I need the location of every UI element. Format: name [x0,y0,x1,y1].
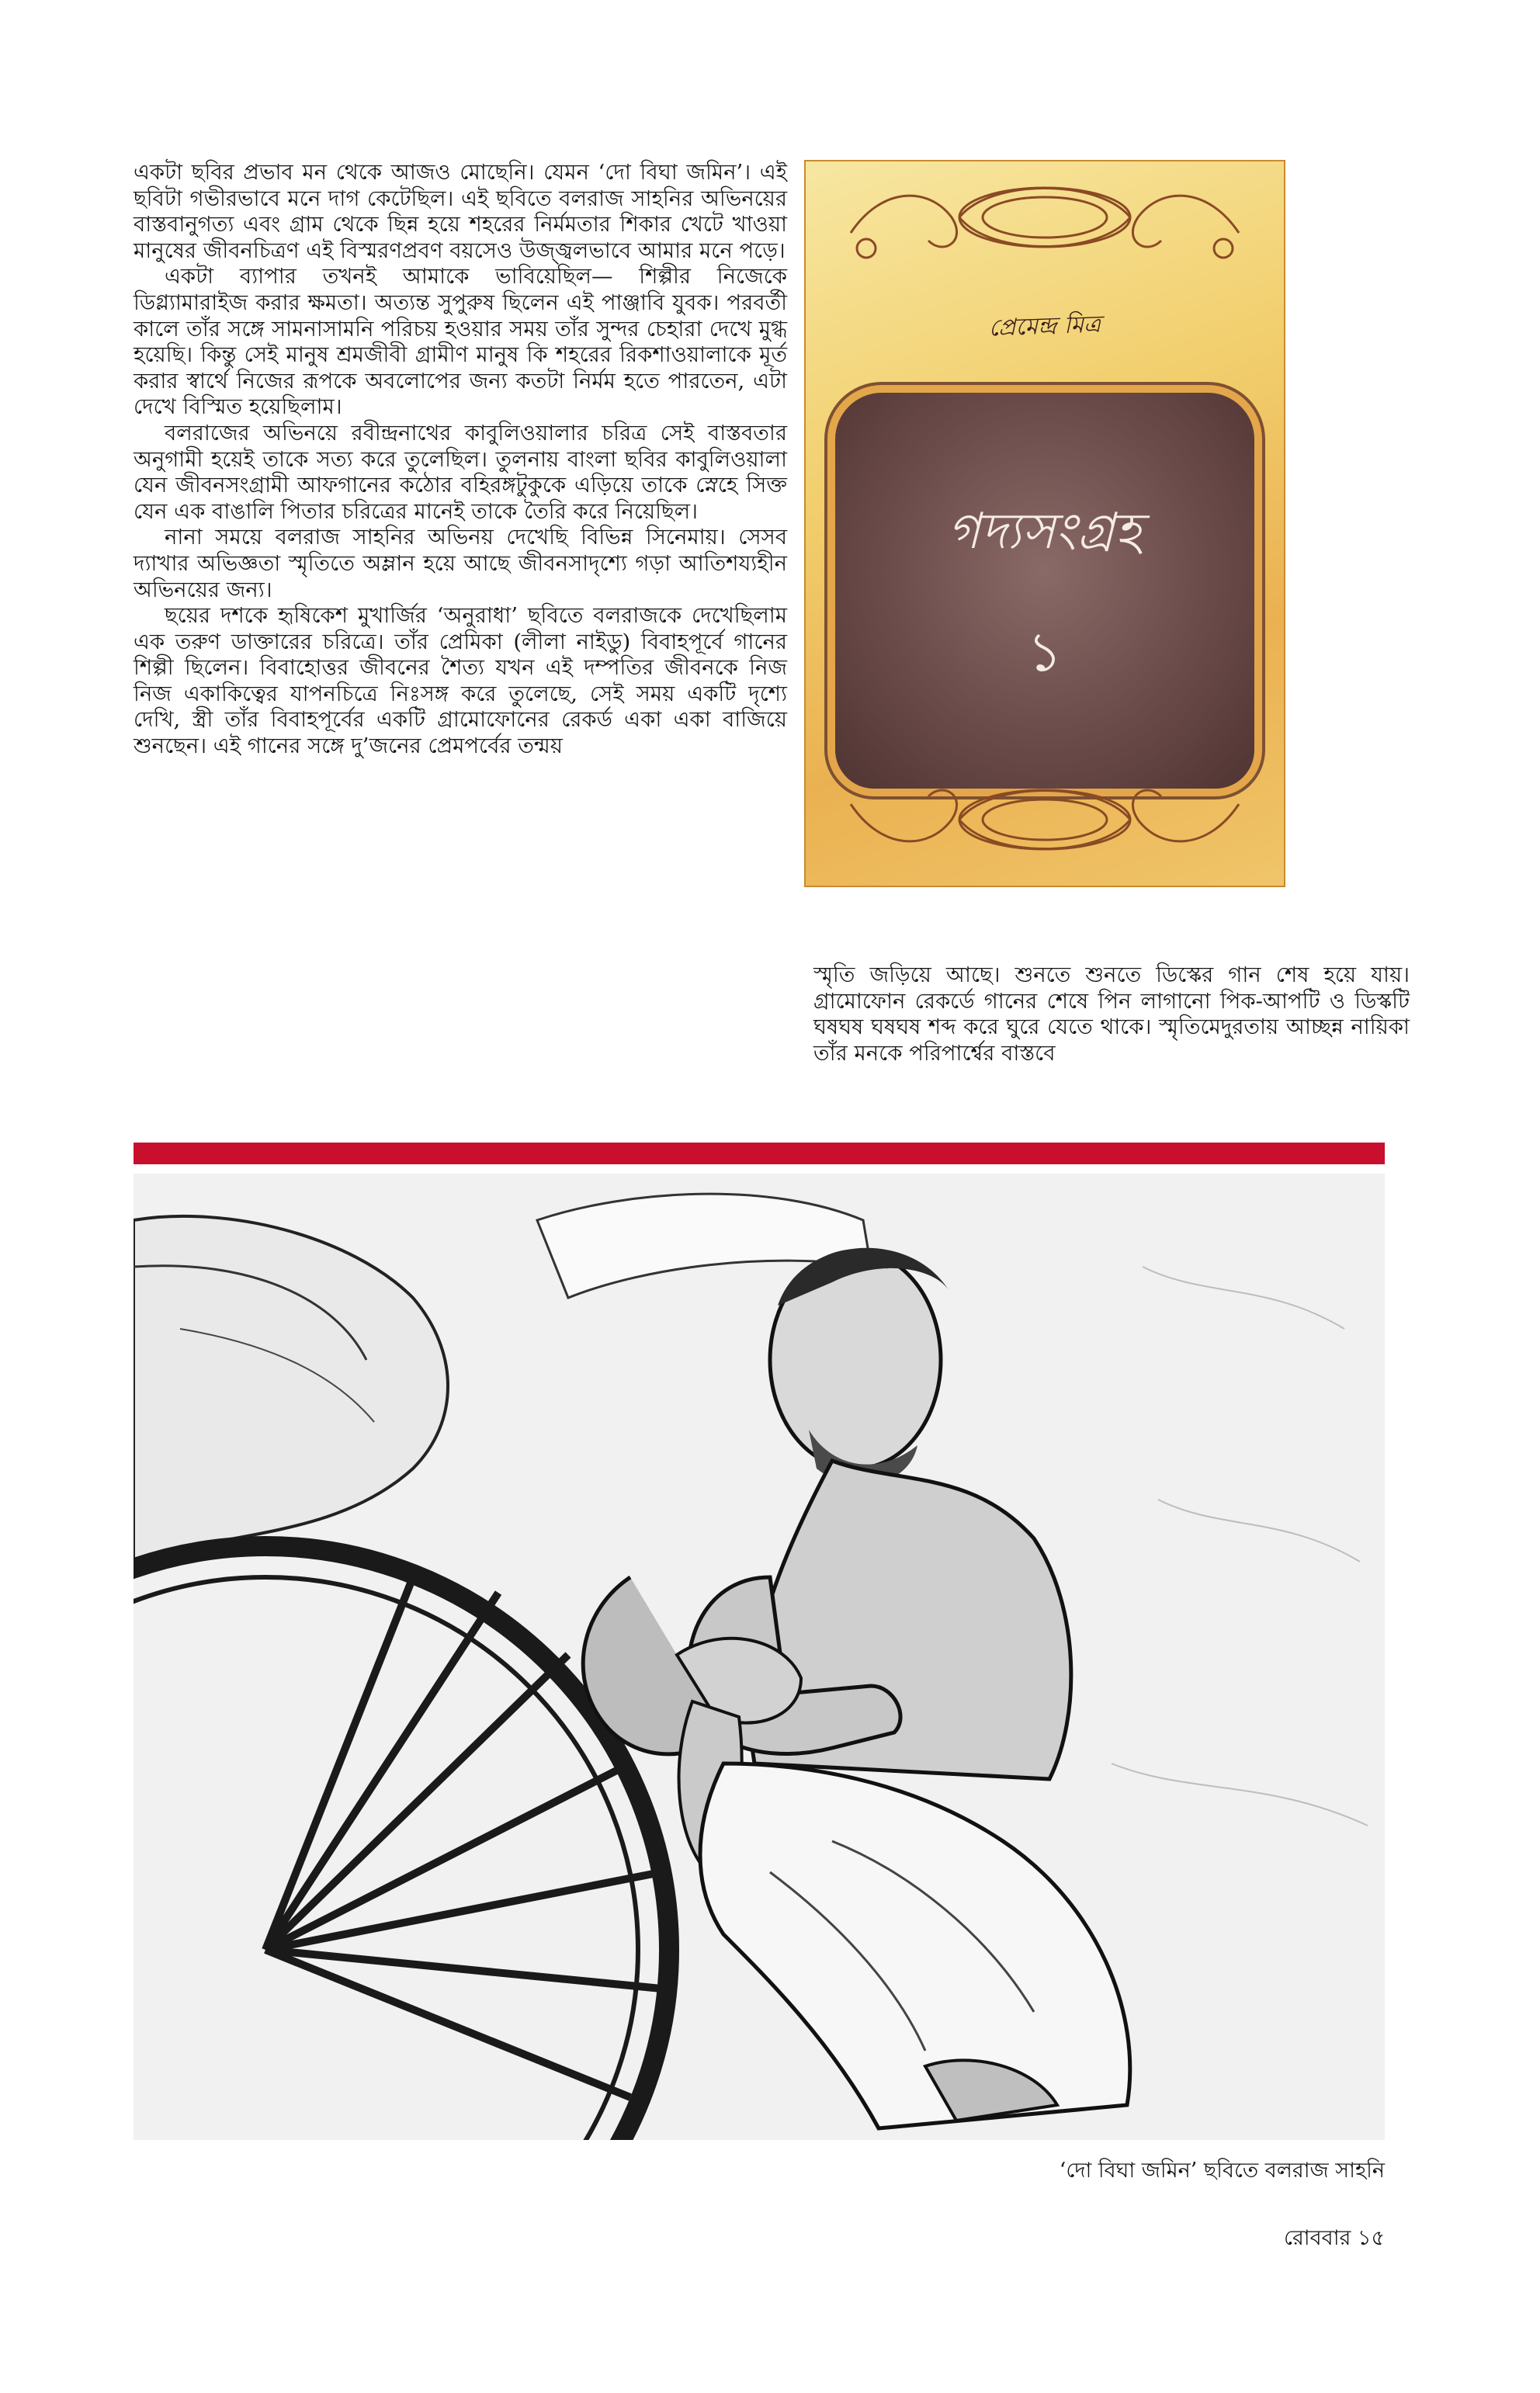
book-title-panel [835,393,1254,789]
book-cover-image [804,160,1285,887]
article-paragraph: বলরাজের অভিনয়ে রবীন্দ্রনাথের কাবুলিওয়ালার চরিত্র সেই বাস্তবতার অনুগামী হয়েই তাকে সত্য করে তুলেছিল। তুলনায় বাংলা ছবির কাবুলিওয়ালা যেন জীবনসংগ্রামী আফগানের কঠোর বহিরঙ্গটুকুকে এড়িয়ে তাকে স্নেহে সিক্ত যেন এক বাঙালি পিতার চরিত্রের মানেই তাকে তৈরি করে নিয়েছিল। [134,420,787,524]
photo-caption: ‘দো বিঘা জমিন’ ছবিতে বলরাজ সাহনি [1059,2159,1385,2183]
article-right-column [813,962,1410,1066]
page-footer-label: রোববার ১৫ [1284,2226,1385,2250]
book-volume: ১ [1027,620,1063,684]
article-paragraph: নানা সময়ে বলরাজ সাহনির অভিনয় দেখেছি বিভিন্ন সিনেমায়। সেসব দ্যাখার অভিজ্ঞতা স্মৃতিতে অম্লান হয়ে আছে জীবনসাদৃশ্যে গড়া আতিশয্যহীন অভিনয়ের জন্য। [134,525,787,602]
article-paragraph: ছয়ের দশকে হৃষিকেশ মুখার্জির ‘অনুরাধা’ ছবিতে বলরাজকে দেখেছিলাম এক তরুণ ডাক্তারের চরিত্রে। তাঁর প্রেমিকা (লীলা নাইডু) বিবাহপূর্বে গানের শিল্পী ছিলেন। বিবাহোত্তর জীবনের শৈত্য যখন এই দম্পতির জীবনকে নিজ নিজ একাকিত্বের যাপনচিত্রে নিঃসঙ্গ করে তুলেছে, সেই সময় একটি দৃশ্যে দেখি, স্ত্রী তাঁর বিবাহপূর্বের একটি গ্রামোফোনের রেকর্ড একা একা বাজিয়ে শুনছেন। এই গানের সঙ্গে দু’জনের প্রেমপর্বের তন্ময় [134,603,787,759]
red-divider [134,1143,1385,1164]
article-left-column [134,160,787,760]
article-paragraph: একটা ব্যাপার তখনই আমাকে ভাবিয়েছিল— শিল্পীর নিজেকে ডিগ্ল্যামারাইজ করার ক্ষমতা। অত্যন্ত সুপুরুষ ছিলেন এই পাঞ্জাবি যুবক। পরবর্তী কালে তাঁর সঙ্গে সামনাসামনি পরিচয় হওয়ার সময় তাঁর সুন্দর চেহারা দেখে মুগ্ধ হয়েছি। কিন্তু সেই মানুষ শ্রমজীবী গ্রামীণ মানুষ কি শহরের রিকশাওয়ালাকে মূর্ত করার স্বার্থে নিজের রূপকে অবলোপের জন্য কতটা নির্মম হতে পারতেন, এটা দেখে বিস্মিত হয়েছিলাম। [134,264,787,420]
article-paragraph: স্মৃতি জড়িয়ে আছে। শুনতে শুনতে ডিস্কের গান শেষ হয়ে যায়। গ্রামোফোন রেকর্ডে গানের শেষে পিন লাগানো পিক-আপটি ও ডিস্কটি ঘষঘষ ঘষঘষ শব্দ করে ঘুরে যেতে থাকে। স্মৃতিমেদুরতায় আচ্ছন্ন নায়িকা তাঁর মনকে পরিপার্শ্বের বাস্তবে [813,962,1410,1066]
ornament-bottom-icon [835,773,1254,866]
ornament-top-icon [835,171,1254,264]
article-paragraph: একটা ছবির প্রভাব মন থেকে আজও মোছেনি। যেমন ‘দো বিঘা জমিন’। এই ছবিটা গভীরভাবে মনে দাগ কেটেছিল। এই ছবিতে বলরাজ সাহনির অভিনয়ের বাস্তবানুগত্য এবং গ্রাম থেকে ছিন্ন হয়ে শহরের নির্মমতার শিকার খেটে খাওয়া মানুষের জীবনচিত্রণ এই বিস্মরণপ্রবণ বয়সেও উজ্জ্বলভাবে আমার মনে পড়ে। [134,160,787,263]
book-title: গদ্যসংগ্রহ [947,503,1143,560]
author-signature: প্রেমেন্দ্র মিত্র [988,310,1101,342]
man-resting-against-rickshaw-illustration [134,1174,1385,2140]
film-still-photo [134,1174,1385,2140]
